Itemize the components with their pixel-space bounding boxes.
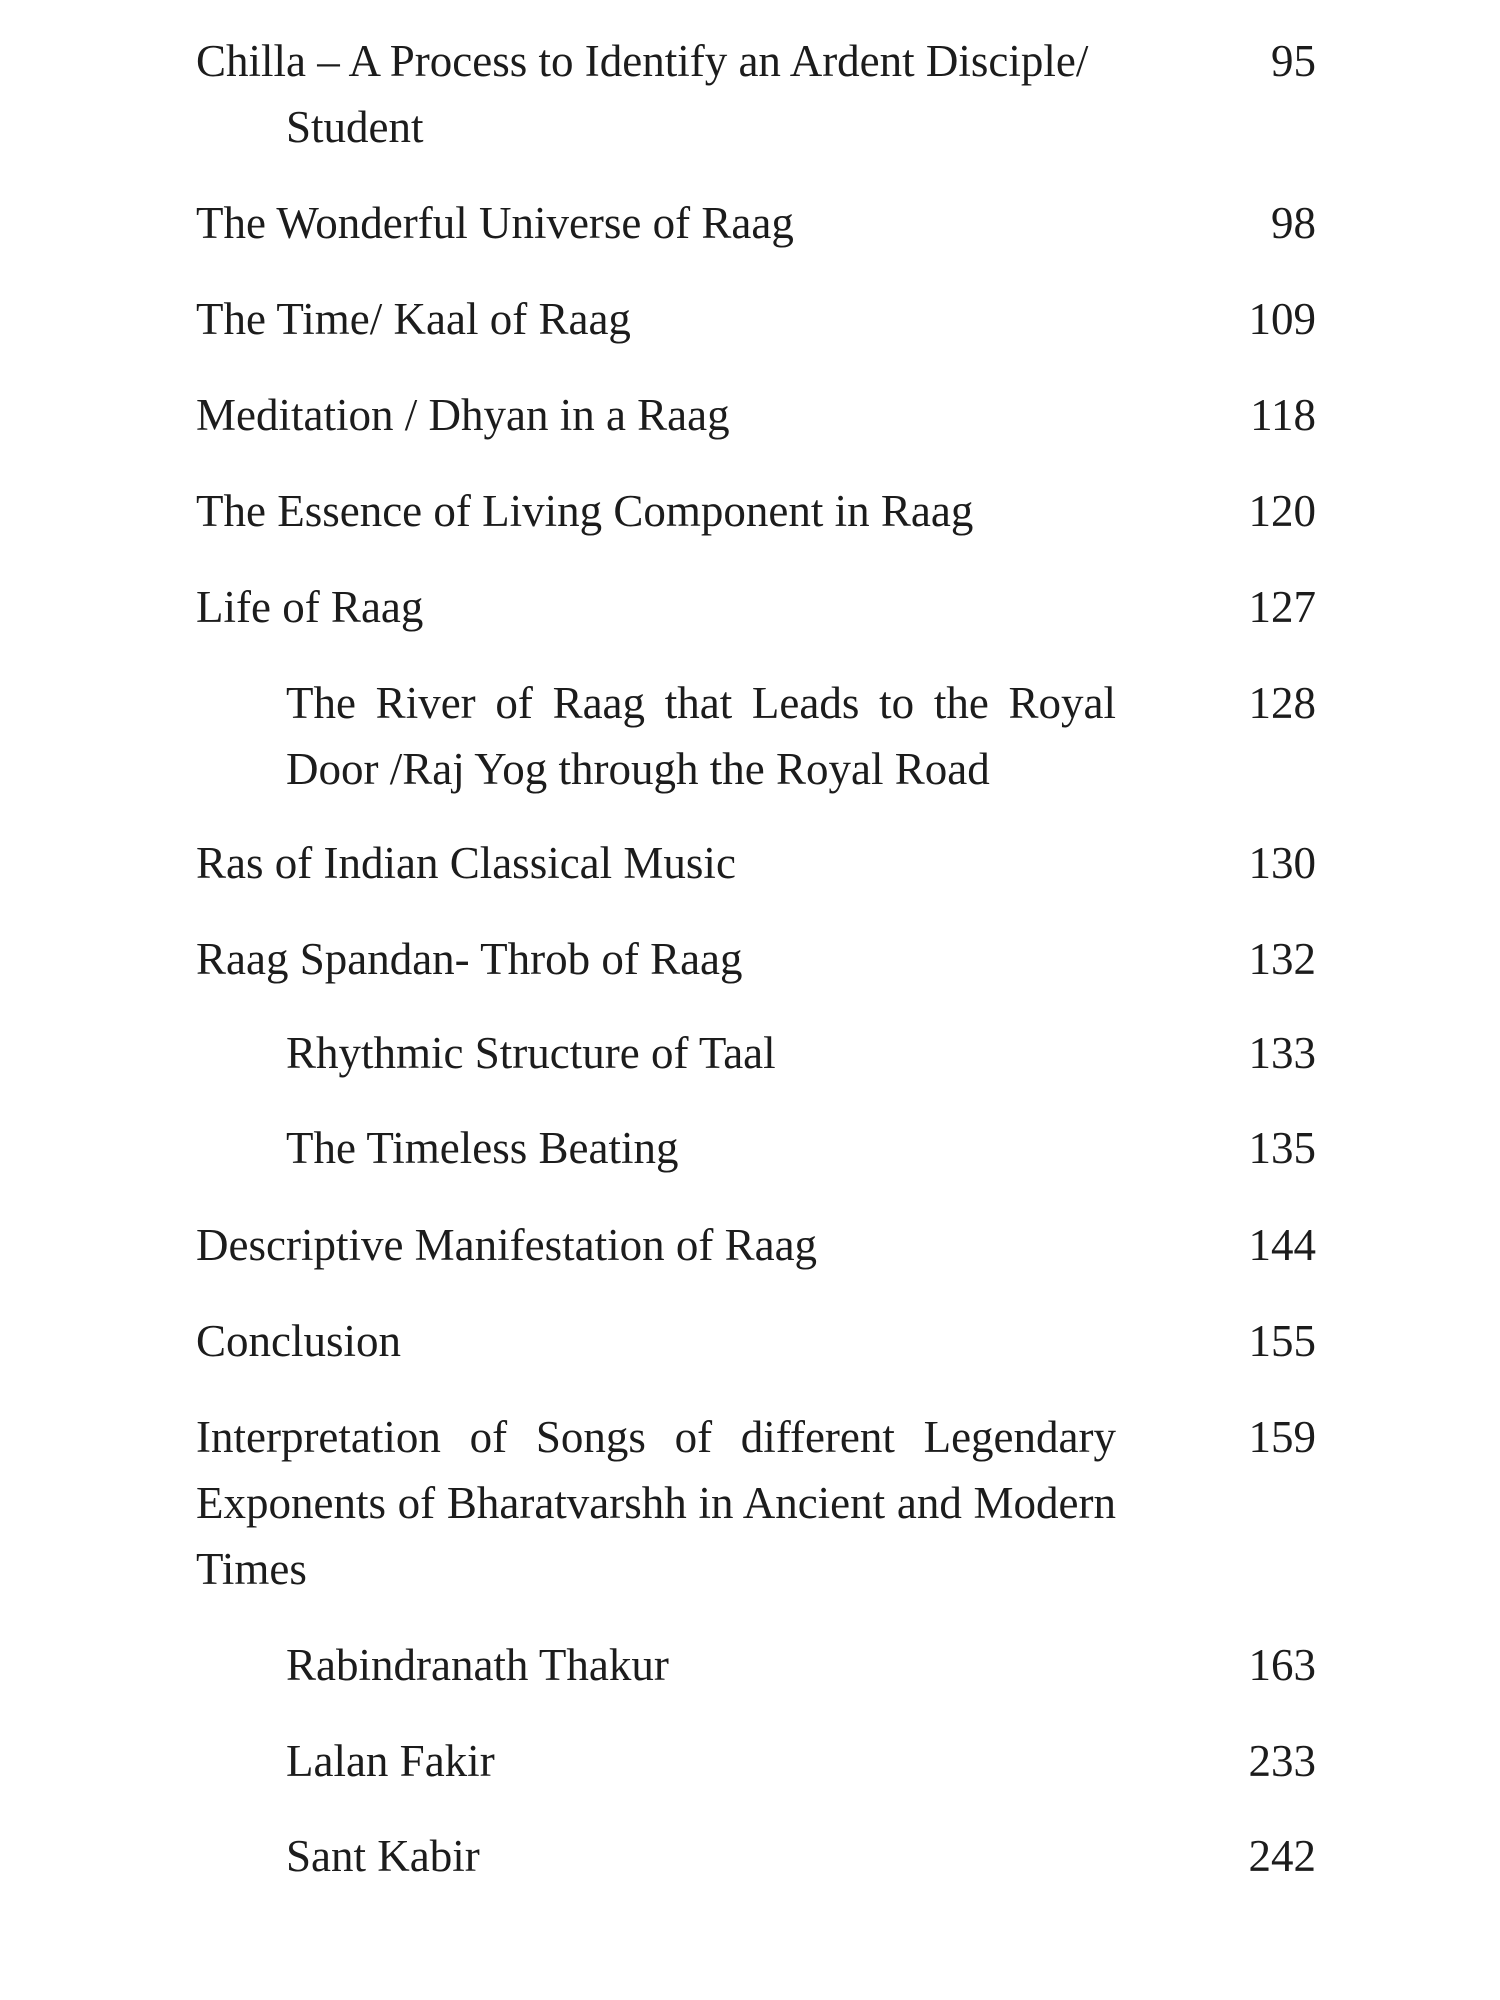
toc-entry-title: Meditation / Dhyan in a Raag: [196, 390, 730, 440]
toc-entry-title: Rabindranath Thakur: [286, 1640, 669, 1690]
toc-entry-descriptive-manifestation[interactable]: [196, 1212, 1316, 1278]
toc-entry-page: 155: [1248, 1316, 1316, 1366]
toc-entry-title: Life of Raag: [196, 582, 424, 632]
toc-entry-ras-of-indian-classical-music[interactable]: [196, 830, 1316, 896]
toc-entry-conclusion[interactable]: [196, 1308, 1316, 1374]
toc-entry-page: 144: [1248, 1220, 1316, 1270]
toc-entry-page: 95: [1271, 36, 1316, 86]
toc-entry-chilla[interactable]: [196, 28, 1316, 160]
toc-entry-page: 120: [1248, 486, 1316, 536]
toc-entry-life-of-raag[interactable]: [196, 574, 1316, 640]
toc-entry-title: The River of Raag that Leads to the Royal Door /Raj Yog through the Royal Road: [286, 678, 1116, 794]
toc-entry-page: 118: [1250, 390, 1316, 440]
toc-entry-page: 233: [1248, 1736, 1316, 1786]
toc-entry-timeless-beating[interactable]: [196, 1115, 1316, 1181]
toc-entry-page: 133: [1248, 1028, 1316, 1078]
toc-entry-river-of-raag[interactable]: [196, 670, 1316, 802]
toc-entry-sant-kabir[interactable]: [196, 1823, 1316, 1889]
toc-entry-page: 135: [1248, 1123, 1316, 1173]
toc-entry-title: Sant Kabir: [286, 1831, 480, 1881]
toc-entry-universe-of-raag[interactable]: [196, 190, 1316, 256]
toc-entry-page: 130: [1248, 838, 1316, 888]
toc-entry-title: The Timeless Beating: [286, 1123, 679, 1173]
table-of-contents: [196, 28, 1316, 1889]
toc-entry-page: 159: [1248, 1412, 1316, 1462]
toc-entry-title: The Time/ Kaal of Raag: [196, 294, 631, 344]
toc-entry-page: 109: [1248, 294, 1316, 344]
toc-entry-page: 98: [1271, 198, 1316, 248]
toc-entry-title: Rhythmic Structure of Taal: [286, 1028, 776, 1078]
toc-entry-interpretation-of-songs[interactable]: [196, 1404, 1316, 1602]
toc-entry-title: Descriptive Manifestation of Raag: [196, 1220, 818, 1270]
toc-entry-title: Conclusion: [196, 1316, 402, 1366]
toc-entry-title: The Essence of Living Component in Raag: [196, 486, 974, 536]
toc-entry-title: The Wonderful Universe of Raag: [196, 198, 794, 248]
toc-entry-raag-spandan[interactable]: [196, 926, 1316, 992]
toc-entry-page: 242: [1248, 1831, 1316, 1881]
toc-entry-title: Ras of Indian Classical Music: [196, 838, 736, 888]
toc-entry-title: Raag Spandan- Throb of Raag: [196, 934, 743, 984]
toc-entry-time-of-raag[interactable]: [196, 286, 1316, 352]
toc-entry-title: Lalan Fakir: [286, 1736, 495, 1786]
toc-entry-rabindranath-thakur[interactable]: [196, 1632, 1316, 1698]
toc-entry-title: Interpretation of Songs of different Legendary Exponents of Bharatvarshh in Ancient and Modern Times: [196, 1412, 1116, 1594]
toc-entry-essence-of-living-component[interactable]: [196, 478, 1316, 544]
toc-entry-lalan-fakir[interactable]: [196, 1728, 1316, 1794]
toc-entry-meditation[interactable]: [196, 382, 1316, 448]
toc-entry-title: Chilla – A Process to Identify an Ardent Disciple/ Student: [196, 36, 1089, 152]
toc-entry-page: 132: [1248, 934, 1316, 984]
toc-entry-page: 128: [1248, 678, 1316, 728]
toc-entry-page: 163: [1248, 1640, 1316, 1690]
toc-entry-rhythmic-structure-of-taal[interactable]: [196, 1020, 1316, 1086]
toc-entry-page: 127: [1248, 582, 1316, 632]
